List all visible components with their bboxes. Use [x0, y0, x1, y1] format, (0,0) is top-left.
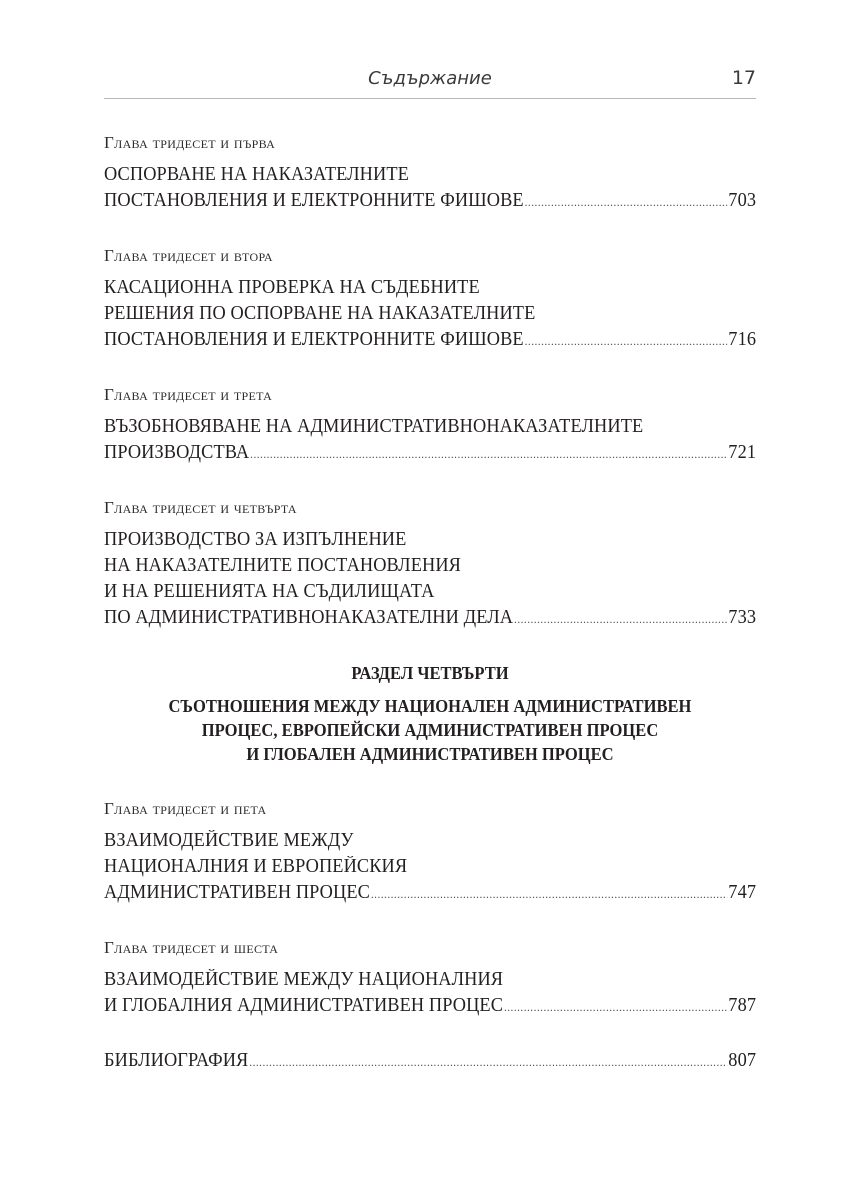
- chapter-title-line: РЕШЕНИЯ ПО ОСПОРВАНЕ НА НАКАЗАТЕЛНИТЕ: [104, 303, 536, 324]
- dot-leader: [504, 994, 727, 1020]
- chapter-title-line: АДМИНИСТРАТИВЕН ПРОЦЕС: [104, 882, 370, 903]
- bibliography-line: [104, 1048, 756, 1075]
- toc-entry-bibliography[interactable]: [104, 1048, 756, 1075]
- dot-leader: [525, 328, 728, 354]
- chapter-page-number: 733: [728, 607, 757, 628]
- dot-leader: [250, 441, 727, 467]
- chapter-page-number: 721: [728, 442, 757, 463]
- chapter-title-line: ВЗАИМОДЕЙСТВИЕ МЕЖДУ: [104, 830, 354, 851]
- chapter-title-line: КАСАЦИОННА ПРОВЕРКА НА СЪДЕБНИТЕ: [104, 277, 480, 298]
- chapter-title-line: ПО АДМИНИСТРАТИВНОНАКАЗАТЕЛНИ ДЕЛА: [104, 607, 514, 628]
- chapter-title-last-line: [104, 880, 756, 907]
- toc-entry-chapter-31[interactable]: [104, 130, 756, 215]
- dot-leader: [371, 881, 727, 907]
- chapter-label: Глава тридесет и пета: [104, 799, 267, 818]
- chapter-label: Глава тридесет и четвърта: [104, 498, 297, 517]
- chapter-page-number: 747: [728, 882, 757, 903]
- chapter-page-number: 716: [728, 329, 757, 350]
- chapter-label: Глава тридесет и първа: [104, 133, 276, 152]
- chapter-title-line: ВЗАИМОДЕЙСТВИЕ МЕЖДУ НАЦИОНАЛНИЯ: [104, 969, 504, 990]
- chapter-page-number: 787: [728, 995, 757, 1016]
- toc-entry-chapter-34[interactable]: [104, 495, 756, 632]
- chapter-page-number: 703: [728, 190, 757, 211]
- running-head-title: Съдържание: [368, 68, 492, 89]
- dot-leader: [249, 1049, 727, 1075]
- chapter-title-last-line: [104, 327, 756, 354]
- chapter-title-line: ОСПОРВАНЕ НА НАКАЗАТЕЛНИТЕ: [104, 164, 409, 185]
- section-heading: [104, 660, 756, 766]
- chapter-title-last-line: [104, 605, 756, 632]
- section-title-line: СЪОТНОШЕНИЯ МЕЖДУ НАЦИОНАЛЕН АДМИНИСТРАТИВЕН: [168, 696, 692, 716]
- chapter-title-line: ПОСТАНОВЛЕНИЯ И ЕЛЕКТРОННИТЕ ФИШОВЕ: [104, 329, 524, 350]
- chapter-title-line: И НА РЕШЕНИЯТА НА СЪДИЛИЩАТА: [104, 581, 435, 602]
- section-title-line: И ГЛОБАЛЕН АДМИНИСТРАТИВЕН ПРОЦЕС: [246, 744, 614, 764]
- chapter-title-line: НАЦИОНАЛНИЯ И ЕВРОПЕЙСКИЯ: [104, 856, 408, 877]
- toc-entry-chapter-32[interactable]: [104, 243, 756, 354]
- chapter-title-line: НА НАКАЗАТЕЛНИТЕ ПОСТАНОВЛЕНИЯ: [104, 555, 461, 576]
- dot-leader: [525, 189, 728, 215]
- bibliography-page-number: 807: [728, 1050, 757, 1071]
- chapter-label: Глава тридесет и трета: [104, 385, 273, 404]
- section-title-line: ПРОЦЕС, ЕВРОПЕЙСКИ АДМИНИСТРАТИВЕН ПРОЦЕС: [201, 720, 659, 740]
- toc-entry-chapter-33[interactable]: [104, 382, 756, 467]
- toc-entry-chapter-36[interactable]: [104, 935, 756, 1020]
- running-head: [104, 64, 756, 99]
- page-number: 17: [731, 67, 756, 89]
- chapter-label: Глава тридесет и шеста: [104, 938, 279, 957]
- chapter-label: Глава тридесет и втора: [104, 246, 273, 265]
- section-label: РАЗДЕЛ ЧЕТВЪРТИ: [351, 663, 509, 683]
- chapter-title-last-line: [104, 440, 756, 467]
- chapter-title-line: И ГЛОБАЛНИЯ АДМИНИСТРАТИВЕН ПРОЦЕС: [104, 995, 504, 1016]
- chapter-title-line: ПРОИЗВОДСТВА: [104, 442, 250, 463]
- chapter-title-last-line: [104, 188, 756, 215]
- table-of-contents: [104, 130, 756, 1103]
- chapter-title-line: ПРОИЗВОДСТВО ЗА ИЗПЪЛНЕНИЕ: [104, 529, 407, 550]
- toc-entry-chapter-35[interactable]: [104, 796, 756, 907]
- chapter-title-line: ПОСТАНОВЛЕНИЯ И ЕЛЕКТРОННИТЕ ФИШОВЕ: [104, 190, 524, 211]
- bibliography-label: БИБЛИОГРАФИЯ: [104, 1050, 249, 1071]
- dot-leader: [514, 606, 727, 632]
- chapter-title-last-line: [104, 993, 756, 1020]
- chapter-title-line: ВЪЗОБНОВЯВАНЕ НА АДМИНИСТРАТИВНОНАКАЗАТЕЛНИТЕ: [104, 416, 644, 437]
